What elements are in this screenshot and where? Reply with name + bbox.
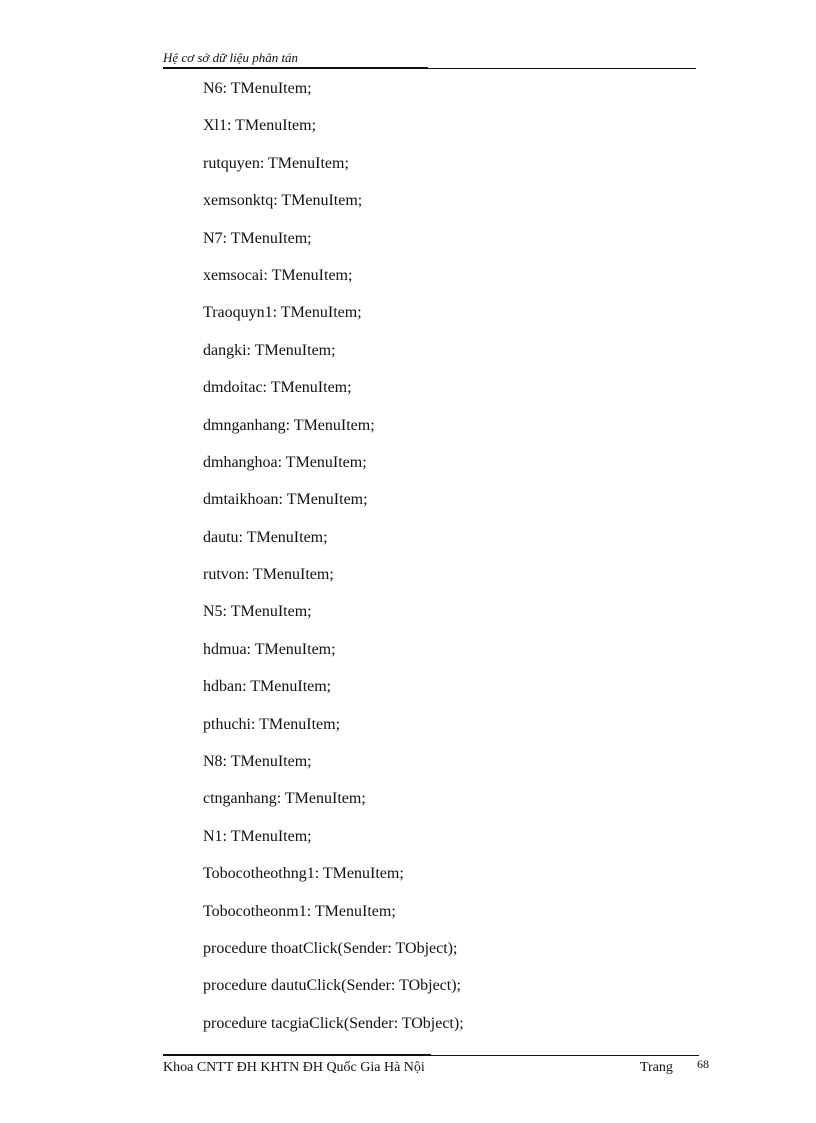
code-line: rutquyen: TMenuItem; <box>203 154 349 172</box>
code-line: xemsocai: TMenuItem; <box>203 266 353 284</box>
code-line: procedure thoatClick(Sender: TObject); <box>203 939 458 957</box>
footer-page-label: Trang <box>640 1060 673 1075</box>
code-line: dmtaikhoan: TMenuItem; <box>203 491 368 509</box>
code-line: rutvon: TMenuItem; <box>203 566 334 584</box>
code-line: Traoquyn1: TMenuItem; <box>203 304 362 322</box>
code-line: N7: TMenuItem; <box>203 229 312 247</box>
footer-rule <box>163 1055 699 1056</box>
code-line: Tobocotheonm1: TMenuItem; <box>203 902 396 920</box>
code-line: procedure tacgiaClick(Sender: TObject); <box>203 1014 464 1032</box>
code-line: dangki: TMenuItem; <box>203 341 336 359</box>
header-rule <box>163 68 696 69</box>
code-line: pthuchi: TMenuItem; <box>203 715 341 733</box>
code-line: ctnganhang: TMenuItem; <box>203 790 366 808</box>
code-line: procedure dautuClick(Sender: TObject); <box>203 977 461 995</box>
code-line: N1: TMenuItem; <box>203 827 312 845</box>
code-line: Xl1: TMenuItem; <box>203 117 317 135</box>
code-line: N8: TMenuItem; <box>203 753 312 771</box>
code-line: dmnganhang: TMenuItem; <box>203 416 375 434</box>
footer-institution: Khoa CNTT ĐH KHTN ĐH Quốc Gia Hà Nội <box>163 1060 425 1075</box>
code-line: hdban: TMenuItem; <box>203 678 332 696</box>
code-line: dautu: TMenuItem; <box>203 528 328 546</box>
code-line: N5: TMenuItem; <box>203 603 312 621</box>
footer-page-number: 68 <box>697 1057 709 1071</box>
code-listing <box>203 78 464 1050</box>
code-line: xemsonktq: TMenuItem; <box>203 192 363 210</box>
code-line: Tobocotheothng1: TMenuItem; <box>203 865 404 883</box>
code-line: N6: TMenuItem; <box>203 80 312 97</box>
code-line: dmhanghoa: TMenuItem; <box>203 453 367 471</box>
code-line: dmdoitac: TMenuItem; <box>203 379 352 397</box>
running-header-title: Hệ cơ sở dữ liệu phân tán <box>163 50 299 65</box>
code-line: hdmua: TMenuItem; <box>203 640 336 658</box>
